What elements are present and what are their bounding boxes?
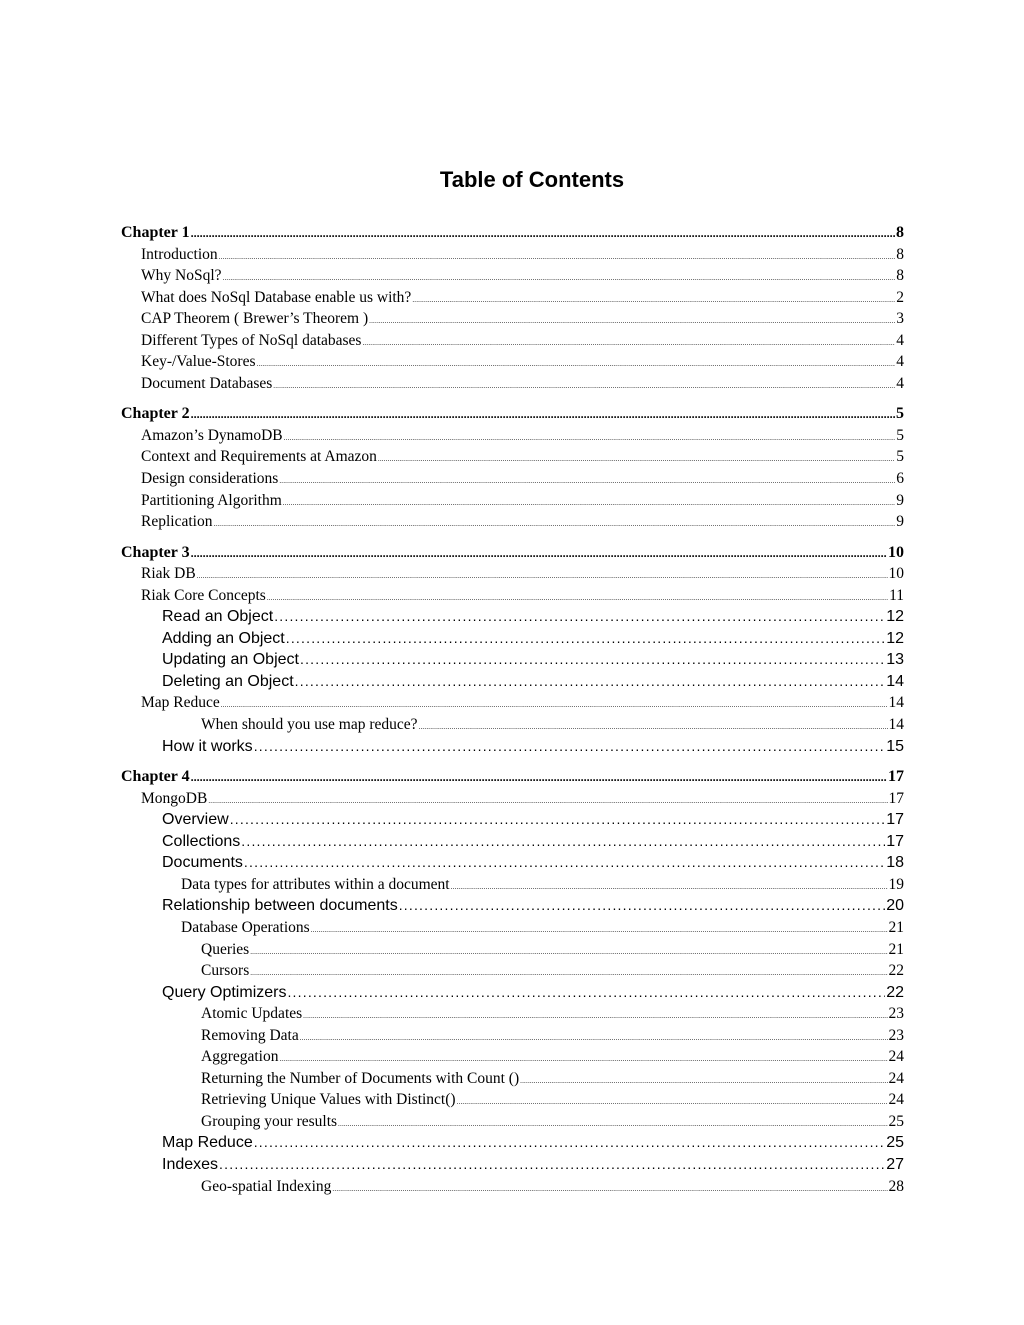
dot-leader: [412, 290, 895, 312]
toc-entry-label: Chapter 1: [121, 224, 190, 241]
toc-entry-label: What does NoSql Database enable us with?: [141, 288, 412, 306]
toc-entry: [121, 692, 904, 714]
toc-entry-label: Context and Requirements at Amazon: [141, 448, 377, 466]
toc-entry-label: Design considerations: [141, 470, 279, 488]
toc-entry-page-number: 4: [896, 374, 904, 392]
toc-entry-label: Queries: [201, 940, 250, 958]
toc-entry-label: Database Operations: [181, 918, 310, 936]
toc-entry: [121, 1176, 904, 1198]
toc-entry-page-number: 17: [886, 811, 904, 829]
toc-entry-page-number: 22: [888, 962, 904, 980]
toc-entry-page-number: 18: [886, 854, 904, 872]
toc-entry-label: Riak DB: [141, 565, 196, 583]
toc-entry-page-number: 19: [888, 875, 904, 893]
toc-entry: [121, 1068, 904, 1090]
dot-leader: [286, 628, 885, 650]
dot-leader: [520, 1071, 887, 1093]
toc-entry-label: Partitioning Algorithm: [141, 491, 282, 509]
toc-entry-label: Indexes: [162, 1155, 219, 1173]
toc-entry-label: Aggregation: [201, 1048, 279, 1066]
toc-entry-page-number: 6: [896, 470, 904, 488]
toc-entry-page-number: 21: [888, 918, 904, 936]
toc-entry-page-number: 12: [886, 629, 904, 647]
toc-entry-page-number: 28: [888, 1177, 904, 1195]
toc-entry-page-number: 17: [888, 789, 904, 807]
dot-leader: [362, 333, 895, 355]
toc-chapter-entry: [121, 403, 904, 425]
toc-entry: [121, 265, 904, 287]
toc-entry-label: CAP Theorem ( Brewer’s Theorem ): [141, 310, 369, 328]
dot-leader: [295, 671, 886, 693]
dot-leader: [257, 354, 896, 376]
toc-entry: [121, 649, 904, 671]
toc-entry-page-number: 24: [888, 1091, 904, 1109]
toc-entry: [121, 446, 904, 468]
toc-entry-page-number: 13: [886, 651, 904, 669]
toc-entry-page-number: 5: [896, 448, 904, 466]
toc-entry: [121, 982, 904, 1004]
toc-entry-page-number: 12: [886, 608, 904, 626]
toc-entry: [121, 671, 904, 693]
toc-entry: [121, 490, 904, 512]
toc-entry-page-number: 8: [896, 267, 904, 285]
toc-entry-page-number: 14: [888, 694, 904, 712]
toc-entry: [121, 788, 904, 810]
toc-chapter-entry: [121, 542, 904, 564]
dot-leader: [191, 223, 895, 245]
dot-leader: [283, 493, 895, 515]
toc-entry: [121, 628, 904, 650]
toc-chapter-entry: [121, 766, 904, 788]
toc-entry: [121, 960, 904, 982]
toc-entry: [121, 287, 904, 309]
toc-entry-page-number: 25: [888, 1112, 904, 1130]
dot-leader: [213, 514, 895, 536]
toc-chapter-entry: [121, 222, 904, 244]
toc-entry-label: Overview: [162, 811, 229, 829]
toc-entry-page-number: 4: [896, 353, 904, 371]
toc-entry-page-number: 8: [896, 224, 904, 241]
dot-leader: [254, 1132, 885, 1154]
toc-entry-page-number: 25: [886, 1134, 904, 1152]
toc-entry-label: Read an Object: [162, 608, 274, 626]
table-of-contents: [121, 222, 904, 1197]
toc-entry-label: Chapter 2: [121, 405, 190, 423]
dot-leader: [241, 831, 885, 853]
toc-entry-label: Adding an Object: [162, 629, 285, 647]
toc-entry-page-number: 9: [896, 513, 904, 531]
dot-leader: [300, 1028, 888, 1050]
toc-entry: [121, 585, 904, 607]
toc-entry-label: Cursors: [201, 962, 250, 980]
toc-entry-page-number: 15: [886, 737, 904, 755]
toc-entry-page-number: 2: [896, 288, 904, 306]
dot-leader: [191, 543, 887, 565]
toc-entry-page-number: 21: [888, 940, 904, 958]
dot-leader: [230, 809, 886, 831]
toc-entry-page-number: 20: [886, 897, 904, 915]
dot-leader: [219, 1154, 885, 1176]
toc-entry: [121, 373, 904, 395]
toc-entry-label: Grouping your results: [201, 1112, 338, 1130]
dot-leader: [244, 852, 885, 874]
toc-entry-label: Chapter 4: [121, 768, 190, 786]
toc-entry: [121, 1003, 904, 1025]
toc-entry-page-number: 17: [888, 768, 904, 786]
toc-entry: [121, 425, 904, 447]
toc-entry-label: Map Reduce: [162, 1134, 253, 1152]
toc-entry-label: Relationship between documents: [162, 897, 398, 915]
toc-entry: [121, 468, 904, 490]
toc-entry-page-number: 11: [889, 586, 904, 604]
toc-entry: [121, 1046, 904, 1068]
dot-leader: [219, 247, 896, 269]
toc-entry-label: Document Databases: [141, 374, 273, 392]
toc-entry-label: Geo-spatial Indexing: [201, 1177, 332, 1195]
toc-entry-page-number: 10: [888, 565, 904, 583]
toc-entry: [121, 351, 904, 373]
toc-entry-page-number: 24: [888, 1048, 904, 1066]
toc-entry: [121, 736, 904, 758]
toc-entry-page-number: 10: [888, 543, 904, 561]
toc-entry-label: Introduction: [141, 245, 218, 263]
dot-leader: [274, 606, 885, 628]
dot-leader: [399, 895, 886, 917]
toc-entry: [121, 563, 904, 585]
toc-entry-page-number: 8: [896, 245, 904, 263]
dot-leader: [279, 471, 895, 493]
toc-entry-label: Retrieving Unique Values with Distinct(): [201, 1091, 456, 1109]
dot-leader: [369, 311, 895, 333]
toc-entry-page-number: 27: [886, 1155, 904, 1173]
dot-leader: [303, 1006, 887, 1028]
toc-entry-page-number: 4: [896, 331, 904, 349]
toc-entry-label: Amazon’s DynamoDB: [141, 426, 283, 444]
toc-entry: [121, 1089, 904, 1111]
toc-entry: [121, 874, 904, 896]
toc-entry-label: When should you use map reduce?: [201, 716, 418, 734]
dot-leader: [457, 1092, 888, 1114]
toc-entry: [121, 895, 904, 917]
dot-leader: [378, 449, 895, 471]
toc-entry-page-number: 17: [886, 832, 904, 850]
toc-entry-page-number: 23: [888, 1005, 904, 1023]
dot-leader: [273, 376, 895, 398]
toc-entry-page-number: 14: [888, 716, 904, 734]
dot-leader: [287, 982, 885, 1004]
toc-entry-label: Deleting an Object: [162, 672, 294, 690]
toc-entry-label: Chapter 3: [121, 543, 190, 561]
toc-entry-label: Removing Data: [201, 1026, 299, 1044]
toc-entry-label: Returning the Number of Documents with Count (): [201, 1069, 520, 1087]
toc-entry-label: Different Types of NoSql databases: [141, 331, 362, 349]
toc-entry: [121, 939, 904, 961]
toc-entry: [121, 244, 904, 266]
toc-entry-page-number: 14: [886, 672, 904, 690]
toc-entry-label: Updating an Object: [162, 651, 299, 669]
dot-leader: [250, 942, 887, 964]
dot-leader: [197, 566, 888, 588]
toc-entry-page-number: 22: [886, 983, 904, 1001]
toc-entry-label: Map Reduce: [141, 694, 220, 712]
toc-entry-label: Documents: [162, 854, 243, 872]
toc-entry: [121, 330, 904, 352]
toc-entry-page-number: 9: [896, 491, 904, 509]
toc-entry: [121, 511, 904, 533]
toc-entry-label: MongoDB: [141, 789, 208, 807]
toc-entry-page-number: 5: [896, 426, 904, 444]
toc-entry: [121, 714, 904, 736]
toc-entry-label: Atomic Updates: [201, 1005, 303, 1023]
toc-entry: [121, 606, 904, 628]
dot-leader: [254, 736, 886, 758]
toc-entry: [121, 1111, 904, 1133]
dot-leader: [332, 1179, 887, 1201]
dot-leader: [300, 649, 885, 671]
toc-entry: [121, 1132, 904, 1154]
toc-entry: [121, 831, 904, 853]
toc-entry-label: Collections: [162, 832, 241, 850]
toc-entry-page-number: 24: [888, 1069, 904, 1087]
toc-entry-label: Data types for attributes within a document: [181, 875, 450, 893]
page-title: Table of Contents: [439, 167, 625, 192]
toc-entry: [121, 917, 904, 939]
toc-entry-label: Riak Core Concepts: [141, 586, 266, 604]
toc-entry-label: Why NoSql?: [141, 267, 222, 285]
toc-entry: [121, 809, 904, 831]
dot-leader: [191, 404, 895, 426]
toc-entry: [121, 308, 904, 330]
toc-entry: [121, 1154, 904, 1176]
dot-leader: [311, 920, 888, 942]
toc-entry-label: Query Optimizers: [162, 983, 287, 1001]
toc-entry-label: Key-/Value-Stores: [141, 353, 256, 371]
toc-entry-label: How it works: [162, 737, 253, 755]
dot-leader: [191, 767, 887, 789]
toc-entry: [121, 1025, 904, 1047]
toc-entry: [121, 852, 904, 874]
toc-entry-label: Replication: [141, 513, 213, 531]
toc-entry-page-number: 23: [888, 1026, 904, 1044]
toc-entry-page-number: 3: [896, 310, 904, 328]
toc-entry-page-number: 5: [896, 405, 904, 423]
